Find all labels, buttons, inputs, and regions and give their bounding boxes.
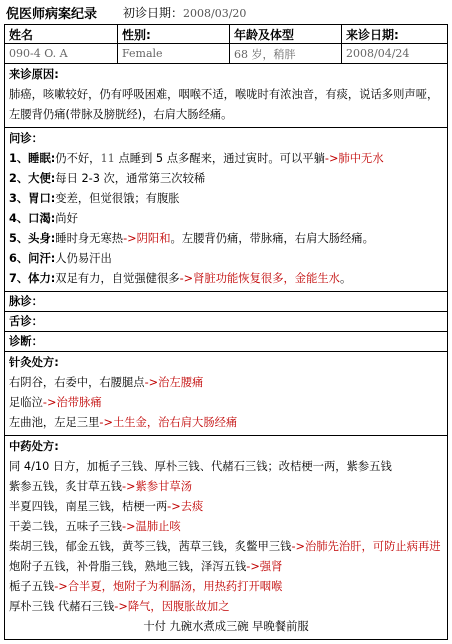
herbs-section	[5, 435, 447, 639]
visit-date-label: 来诊日期:	[341, 25, 447, 43]
diagnosis-row: 诊断：	[5, 331, 447, 351]
herb-line-text: 紫参五钱，炙甘草五钱	[9, 480, 122, 493]
herb-line	[9, 557, 443, 577]
first-visit	[123, 4, 246, 21]
visit-date-value: 2008/04/24	[341, 44, 447, 63]
record-table	[4, 24, 448, 640]
herb-line	[9, 457, 443, 477]
inquiry-item	[9, 249, 443, 269]
tongue-row: 舌诊：	[5, 311, 447, 331]
name-value: 090-4 O. A	[9, 47, 68, 60]
herbs-label: 中药处方:	[9, 440, 59, 453]
reason-label: 来诊原因:	[9, 68, 59, 81]
inquiry-note: 肾脏功能恢复很多，金能生水	[193, 272, 340, 285]
inquiry-key: 5、头身:	[9, 232, 56, 245]
arrow: ->	[123, 232, 137, 245]
arrow: ->	[99, 416, 113, 429]
acupuncture-line-text: 足临泣	[9, 396, 43, 409]
inquiry-key: 7、体力:	[9, 272, 56, 285]
inquiry-text-2: 点睡到 5 点多醒来，通过寅时。可以平躺	[114, 152, 325, 165]
acupuncture-line-text: 右阴谷，右委中，右腰腿点	[9, 376, 145, 389]
arrow: ->	[42, 396, 57, 409]
inquiry-item	[9, 189, 443, 209]
herb-line	[9, 597, 443, 617]
acupuncture-line-text: 左曲池，左足三里	[9, 416, 100, 429]
arrow: ->	[167, 500, 181, 513]
age-label: 年龄及体型	[229, 25, 341, 43]
inquiry-item	[9, 229, 443, 249]
first-visit-date: 2008/03/20	[183, 6, 247, 20]
reason-section	[5, 63, 447, 127]
arrow: ->	[144, 376, 159, 389]
herb-line-note: 温肺止咳	[135, 520, 181, 533]
arrow: ->	[179, 272, 194, 285]
inquiry-note: 肺中无水	[338, 152, 384, 165]
arrow: ->	[291, 540, 305, 553]
herb-line-note: 治肺先治肝，可防止病再进	[304, 540, 441, 553]
arrow: ->	[121, 480, 136, 493]
inquiry-item	[9, 209, 443, 229]
herb-line	[9, 577, 443, 597]
inquiry-text: 人仍易汗出	[55, 252, 112, 265]
herb-line-text: 柴胡三钱，郁金五钱，黄芩三钱，茜草三钱，炙鳖甲三钱	[9, 540, 292, 553]
age-value: 68 岁，稍胖	[229, 44, 341, 63]
acupuncture-line	[9, 393, 443, 413]
inquiry-key: 4、口渴:	[9, 212, 56, 225]
herb-line-text: 厚朴三钱 代赭石三钱	[9, 600, 115, 613]
inquiry-item	[9, 169, 443, 189]
info-value-row	[5, 43, 447, 63]
arrow: ->	[121, 520, 136, 533]
herb-line-note: 强肾	[259, 560, 283, 573]
gender-label: 性别:	[117, 25, 229, 43]
name-label: 姓名	[9, 27, 34, 42]
inquiry-text-3: 。左腰背仍痛，带脉痛，右肩大肠经痛。	[170, 232, 374, 245]
inquiry-text: 睡时身无寒热	[55, 232, 124, 245]
arrow: ->	[54, 580, 68, 593]
acupuncture-label: 针灸处方:	[9, 356, 59, 369]
inquiry-item	[9, 269, 443, 289]
gender-value: Female	[117, 44, 229, 63]
inquiry-label: 问诊：	[9, 132, 43, 145]
acupuncture-line	[9, 413, 443, 433]
herb-line	[9, 517, 443, 537]
herb-line-text: 干姜二钱，五味子三钱	[9, 520, 122, 533]
inquiry-text: 仍不好，	[55, 152, 101, 165]
info-header-row	[5, 25, 447, 43]
inquiry-text-3: 。	[339, 272, 352, 285]
acupuncture-line	[9, 373, 443, 393]
arrow: ->	[246, 560, 260, 573]
arrow: ->	[324, 152, 339, 165]
pulse-row: 脉诊：	[5, 291, 447, 311]
arrow: ->	[114, 600, 128, 613]
herb-line	[9, 537, 443, 557]
herb-line-note: 去痰	[180, 500, 204, 513]
herb-line-note: 紫参甘草汤	[135, 480, 193, 493]
reason-text: 肺癌，咳嗽较好，仍有呼吸困难，咽喉不适，喉咙时有浓浊音，有痰，说话多则声哑，左腰背仍痛(带脉及膀胱经)，右肩大肠经痛。	[9, 88, 439, 121]
herb-line-text: 栀子五钱	[9, 580, 55, 593]
inquiry-key: 1、睡眠:	[9, 152, 56, 165]
inquiry-key: 2、大便:	[9, 172, 56, 185]
header	[0, 0, 452, 24]
herb-line-text: 炮附子五钱，补骨脂三钱，熟地三钱，泽泻五钱	[9, 560, 247, 573]
inquiry-note: 阴阳和	[136, 232, 171, 245]
herb-line-text: 同 4/10 日方，加栀子三钱、厚朴三钱、代赭石三钱；改桔梗一两，紫参五钱	[9, 460, 392, 473]
inquiry-section	[5, 127, 447, 291]
inquiry-list	[9, 149, 443, 289]
herbs-list	[9, 457, 443, 617]
acupuncture-line-note: 土生金，治右肩大肠经痛	[112, 416, 238, 429]
inquiry-key: 3、胃口:	[9, 192, 56, 205]
acupuncture-section	[5, 351, 447, 435]
first-visit-label: 初诊日期：	[123, 5, 184, 20]
page-title: 倪医师病案纪录	[6, 6, 98, 22]
herb-line-note: 合半夏，炮附子为利膈汤，用热药打开咽喉	[67, 580, 283, 593]
inquiry-text: 双足有力，自觉强健很多	[55, 272, 180, 285]
inquiry-number: 11	[100, 152, 115, 165]
herb-line	[9, 497, 443, 517]
herb-line-note: 降气，因腹胀故加之	[127, 600, 230, 613]
acupuncture-list	[9, 373, 443, 433]
inquiry-text: 尚好	[55, 212, 78, 225]
herb-line	[9, 477, 443, 497]
inquiry-key: 6、问汗:	[9, 252, 56, 265]
inquiry-text: 每日 2-3 次，通常第三次较稀	[55, 172, 206, 185]
herbs-footer: 十付 九碗水煮成三碗 早晚餐前服	[143, 620, 309, 633]
acupuncture-line-note: 治带脉痛	[56, 396, 102, 409]
acupuncture-line-note: 治左腰痛	[158, 376, 204, 389]
herb-line-text: 半夏四钱，南星三钱，桔梗一两	[9, 500, 168, 513]
inquiry-text: 变差，但觉很饿；有腹胀	[55, 192, 180, 205]
inquiry-item	[9, 149, 443, 169]
